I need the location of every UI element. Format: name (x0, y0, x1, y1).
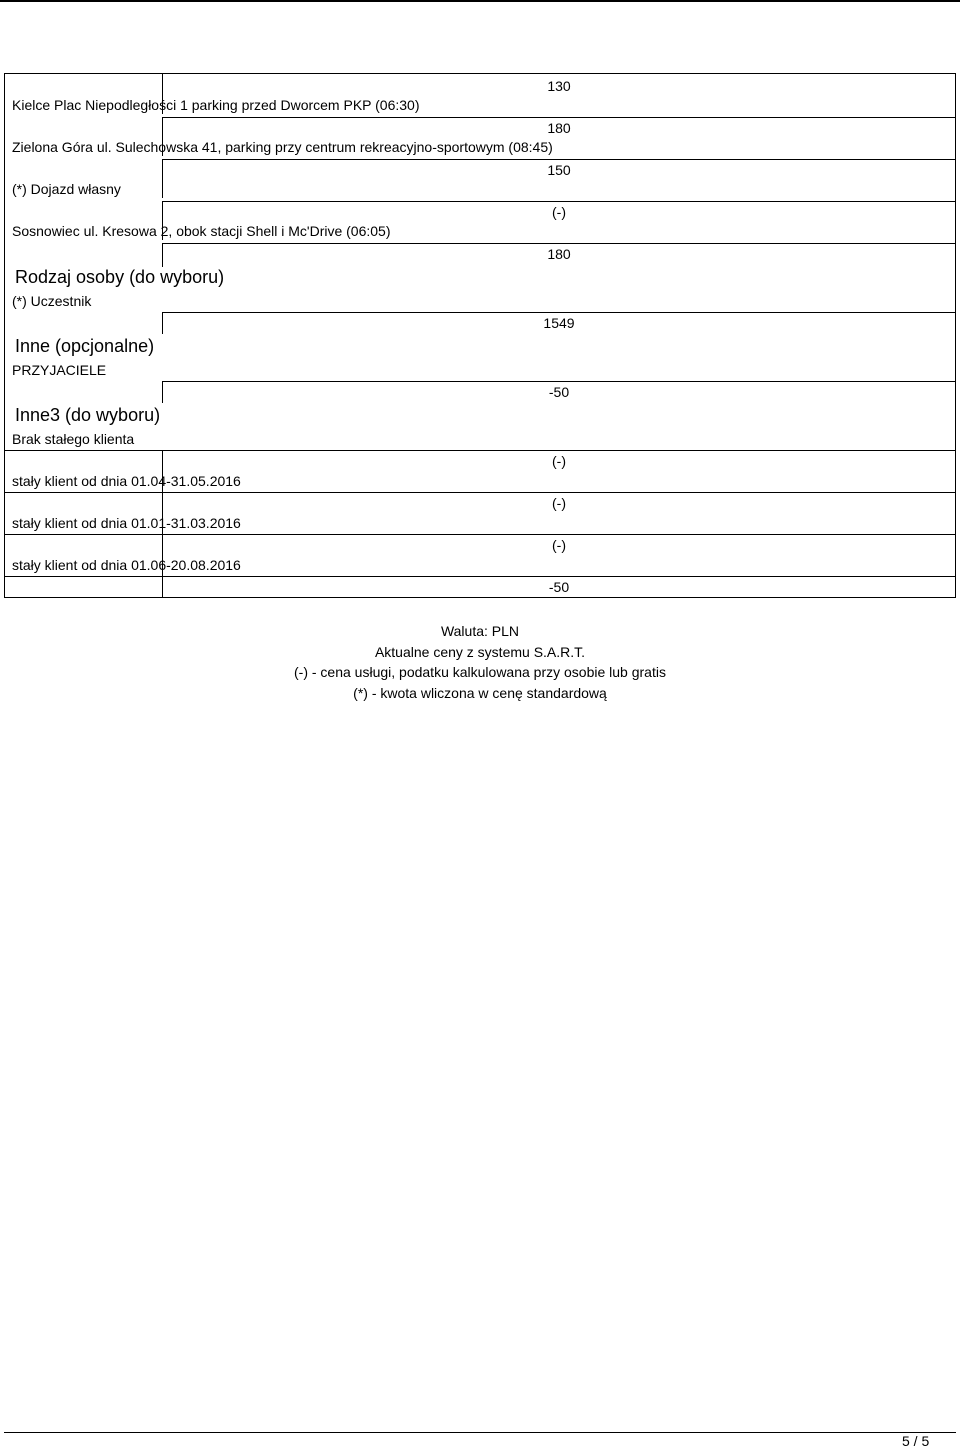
price-cell: (-) (552, 204, 566, 220)
section-heading-rodzaj: Rodzaj osoby (do wyboru) (15, 267, 225, 287)
column-divider-f (162, 312, 163, 334)
section-heading-inne: Inne (opcjonalne) (15, 336, 155, 356)
row-rule (162, 201, 956, 202)
option-label: stały klient od dnia 01.04-31.05.2016 (12, 473, 241, 489)
option-label: PRZYJACIELE (12, 362, 107, 378)
boarding-point-label: Sosnowiec ul. Kresowa 2, obok stacji Shell i Mc'Drive (06:05) (12, 223, 391, 239)
boarding-point-label: (*) Dojazd własny (12, 181, 121, 197)
legend-star-note: (*) - kwota wliczona w cenę standardową (353, 684, 607, 701)
option-label: stały klient od dnia 01.01-31.03.2016 (12, 515, 241, 531)
option-label: (*) Uczestnik (12, 293, 92, 309)
boarding-point-label: Kielce Plac Niepodległości 1 parking przed Dworcem PKP (06:30) (12, 97, 420, 113)
row-rule (162, 243, 956, 244)
row-rule (4, 450, 956, 451)
row-rule (4, 576, 956, 577)
option-label: Brak stałego klienta (12, 431, 135, 447)
column-divider-g (162, 381, 163, 403)
column-divider-e (162, 243, 163, 267)
currency-note: Waluta: PLN (440, 623, 520, 639)
row-rule (4, 492, 956, 493)
price-cell: (-) (552, 537, 566, 553)
column-divider-c (162, 159, 163, 198)
legend-dash-note: (-) - cena usługi, podatku kalkulowana przy osobie lub gratis (294, 664, 666, 680)
price-cell: 150 (547, 162, 571, 178)
footer-notes (0, 621, 960, 703)
page-number: 5 / 5 (902, 1433, 930, 1449)
row-rule (162, 159, 956, 160)
bottom-rule (4, 1432, 956, 1433)
price-cell: -50 (548, 579, 570, 595)
row-rule (162, 312, 956, 313)
boarding-point-label: Zielona Góra ul. Sulechowska 41, parking przy centrum rekreacyjno-sportowym (08:45) (12, 139, 553, 155)
row-rule (4, 534, 956, 535)
price-cell: -50 (548, 384, 570, 400)
price-source-note: Aktualne ceny z systemu S.A.R.T. (374, 643, 586, 660)
price-cell: 180 (547, 246, 571, 262)
price-cell: 1549 (543, 315, 575, 331)
price-cell: 130 (547, 78, 571, 94)
top-rule (0, 0, 960, 2)
price-cell: 180 (547, 120, 571, 136)
price-cell: (-) (552, 495, 566, 511)
section-heading-inne3: Inne3 (do wyboru) (15, 405, 161, 425)
row-rule (162, 381, 956, 382)
row-rule (162, 117, 956, 118)
option-label: stały klient od dnia 01.06-20.08.2016 (12, 557, 241, 573)
price-cell: (-) (552, 453, 566, 469)
